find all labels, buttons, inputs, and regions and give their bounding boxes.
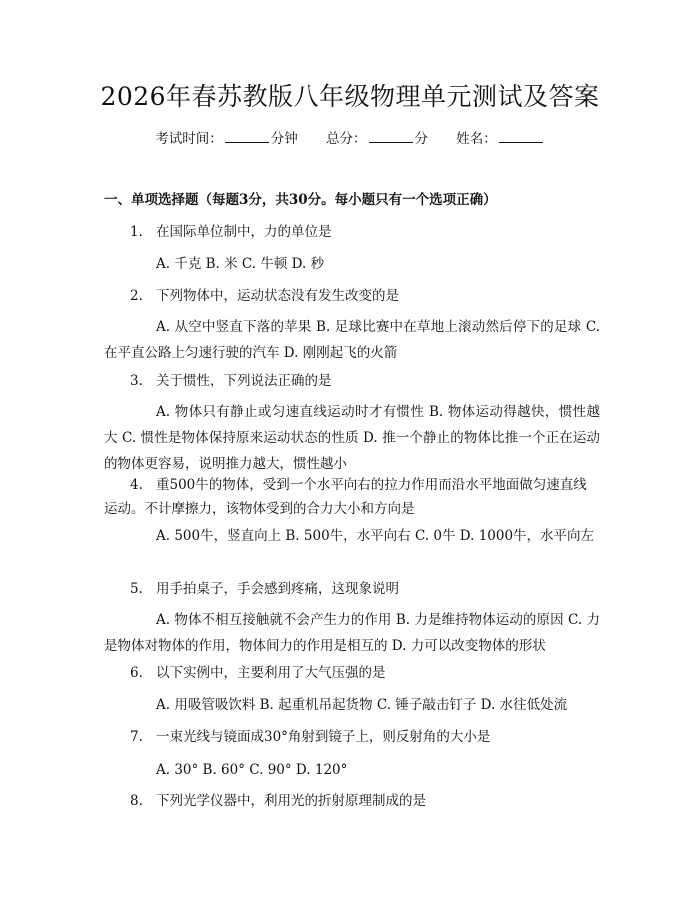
question-number: 7. [130, 729, 143, 745]
question-7-options: A. 30° B. 60° C. 90° D. 120° [156, 762, 348, 778]
question-stem: 在国际单位制中，力的单位是 [156, 224, 332, 240]
name-label: 姓名： [456, 131, 497, 147]
question-5 [104, 577, 600, 601]
question-3 [104, 369, 600, 393]
score-label: 总分： [326, 131, 367, 147]
question-stem: 一束光线与镜面成30°角射到镜子上，则反射角的大小是 [156, 729, 491, 745]
question-4 [104, 473, 600, 521]
question-6 [104, 661, 600, 685]
exam-name [456, 131, 545, 147]
question-stem: 下列光学仪器中，利用光的折射原理制成的是 [156, 793, 426, 809]
question-1 [104, 220, 600, 244]
name-blank [499, 130, 543, 143]
time-label: 考试时间： [155, 131, 223, 147]
question-2 [104, 284, 600, 308]
question-stem: 重500牛的物体，受到一个水平向右的拉力作用而沿水平地面做匀速直线运动。不计摩擦力，该物体受到的合力大小和方向是 [104, 477, 587, 517]
question-number: 1. [130, 224, 143, 240]
time-unit: 分钟 [270, 131, 298, 147]
question-number: 8. [130, 793, 143, 809]
question-stem: 用手拍桌子，手会感到疼痛，这现象说明 [156, 581, 399, 597]
question-number: 3. [130, 373, 143, 389]
score-blank [369, 130, 413, 143]
question-number: 5. [130, 581, 143, 597]
question-2-options: A. 从空中竖直下落的苹果 B. 足球比赛中在草地上滚动然后停下的足球 C. 在平直公路上匀速行驶的汽车 D. 刚刚起飞的火箭 [104, 319, 600, 361]
exam-time [155, 131, 298, 147]
score-unit: 分 [414, 131, 428, 147]
question-5-options: A. 物体不相互接触就不会产生力的作用 B. 力是维持物体运动的原因 C. 力是物体对物体的作用，物体间力的作用是相互的 D. 力可以改变物体的形状 [104, 612, 600, 654]
question-8 [104, 789, 600, 813]
question-number: 4. [130, 477, 143, 493]
question-1-options: A. 千克 B. 米 C. 牛顿 D. 秒 [156, 256, 325, 272]
exam-meta [0, 128, 700, 150]
question-stem: 下列物体中，运动状态没有发生改变的是 [156, 288, 399, 304]
page-title: 2026年春苏教版八年级物理单元测试及答案 [100, 82, 600, 111]
question-3-options: A. 物体只有静止或匀速直线运动时才有惯性 B. 物体运动得越快，惯性越大 C. 惯性是物体保持原来运动状态的性质 D. 推一个静止的物体比推一个正在运动的物体更容易，说明推力越大，惯性越小 [104, 404, 600, 472]
question-7 [104, 725, 600, 749]
section-heading: 一、单项选择题（每题3分，共30分。每小题只有一个选项正确） [104, 192, 497, 208]
time-blank [225, 130, 269, 143]
question-stem: 关于惯性，下列说法正确的是 [156, 373, 332, 389]
question-number: 6. [130, 665, 143, 681]
question-4-options: A. 500牛，竖直向上 B. 500牛，水平向右 C. 0牛 D. 1000牛，水平向左 [156, 528, 595, 544]
question-6-options: A. 用吸管吸饮料 B. 起重机吊起货物 C. 锤子敲击钉子 D. 水往低处流 [156, 697, 568, 713]
exam-score [326, 131, 428, 147]
question-stem: 以下实例中，主要利用了大气压强的是 [156, 665, 386, 681]
question-number: 2. [130, 288, 143, 304]
